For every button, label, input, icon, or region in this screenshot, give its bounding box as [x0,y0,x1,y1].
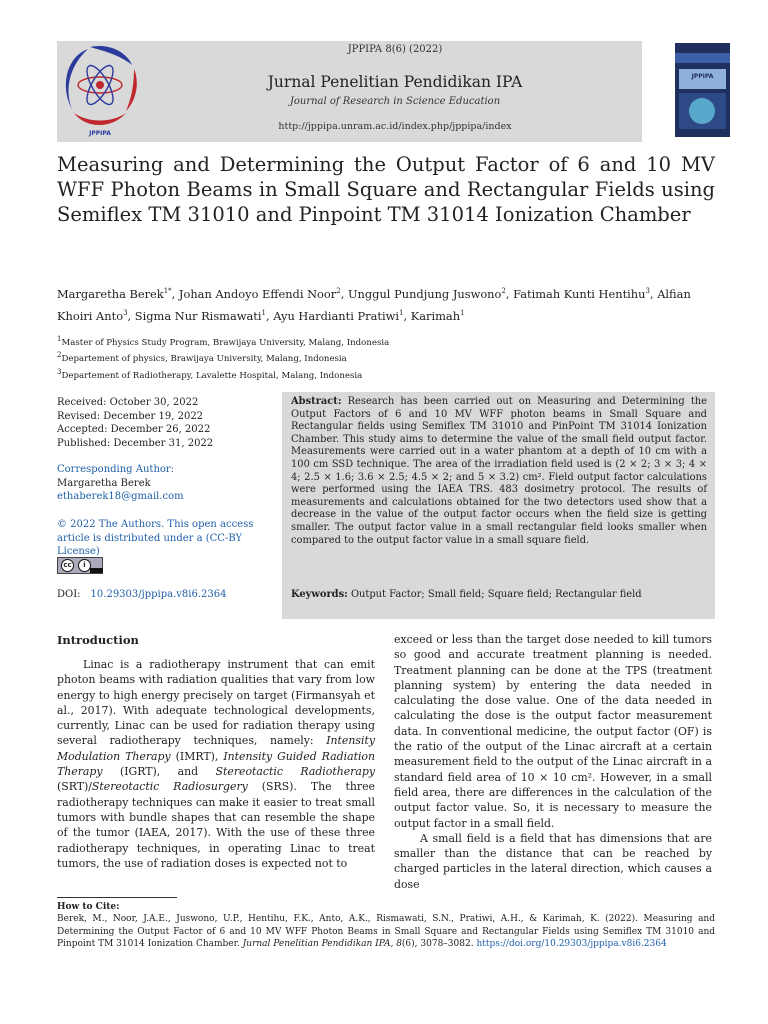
journal-cover-image [675,43,730,137]
doi-label: DOI: [57,589,81,600]
corresponding-author [57,463,267,504]
abstract-text: Research has been carried out on Measuring and Determining the Output Factors of 6 and 10 MV WFF photon beams in Small Square and Rectangular fields using Semiflex TM 31010 and PinPoint TM 31014 Ionization Chamber. This study aims to determine the value of the small field output factor. Measurements were carried out in a water phantom at a depth of 10 cm with a 100 cm SSD technique. The area of the irradiation field used is (2 × 2; 3 × 3; 4 × 4; 2.5 × 1.6; 3.6 × 2.5; 4.5 × 2; and 5 × 3.2) cm². Field output factor calculations were performed using the IAEA TRS. 483 dosimetry protocol. The results of measurements and calculations obtained for the two detectors used show that a decrease in the value of the output factor occurs when the field size is getting smaller. The output factor value in a small rectangular field looks smaller when compared to the output factor value in a small square field. [291,396,707,546]
journal-name: Jurnal Penelitian Pendidikan IPA [267,73,523,91]
section-heading-introduction: Introduction [57,633,139,647]
cc-icon: cc [61,559,74,572]
date-received: Received: October 30, 2022 [57,397,199,408]
license-link[interactable]: © 2022 The Authors. This open access article is distributed under a (CC-BY License) [57,519,254,557]
how-to-cite: Berek, M., Noor, J.A.E., Juswono, U.P., Hentihu, F.K., Anto, A.K., Rismawati, S.N., Pratiwi, A.H., & Karimah, K. (2022). Measuring and Determining the Output Factor of 6 and 10 MV WFF Photon Beams in Small Square and Rectangular Fields using Semiflex TM 31010 and Pinpoint TM 31014 Ionization Chamber. Jurnal Penelitian Pendidikan IPA, 8(6), 3078–3082. https://doi.org/10.29303/jppipa.v8i6.2364 [57,914,715,949]
abstract [291,396,707,547]
article-dates [57,396,267,450]
author: Karimah$^1$ [410,308,465,323]
journal-volume: JPPIPA 8(6) (2022) [347,44,443,55]
corresponding-name: Margaretha Berek [57,477,151,489]
affiliation: $^1$Master of Physics Study Program, Brawijaya University, Malang, Indonesia [57,335,390,348]
abstract-label: Abstract: [291,396,342,407]
cover-title: JPPIPA [691,73,714,80]
date-accepted: Accepted: December 26, 2022 [57,424,211,435]
date-published: Published: December 31, 2022 [57,437,214,449]
journal-url-link[interactable]: http://jppipa.unram.ac.id/index.php/jppipa/index [278,121,512,132]
keywords-label: Keywords: [291,589,348,600]
body-column-left [57,657,375,871]
affiliation: $^2$Departement of physics, Brawijaya University, Malang, Indonesia [57,351,347,365]
author: Unggul Pundjung Juswono$^2$ [347,286,506,301]
author: Margaretha Berek$^{1*}$ [57,286,172,301]
author: Sigma Nur Rismawati$^1$ [134,308,266,323]
doi-link[interactable]: 10.29303/jppipa.v8i6.2364 [90,589,227,600]
corresponding-label: Corresponding Author: [57,464,175,475]
journal-name-english: Journal of Research in Science Education [289,96,501,107]
affiliation-list [57,333,657,382]
date-revised: Revised: December 19, 2022 [57,410,204,422]
article-title: Measuring and Determining the Output Factor of 6 and 10 MV WFF Photon Beams in Small Square and Rectangular Fields using Semiflex TM 31010 and Pinpoint TM 31014 Ionization Chamber [57,153,715,226]
body-column-right [394,632,712,892]
author-list: Margaretha Berek$^{1*}$, Johan Andoyo Effendi Noor$^2$, Unggul Pundjung Juswono$^2$, Fatimah Kunti Hentihu$^3$, Alfian Khoiri Anto$^3$, Sigma Nur Rismawati$^1$, Ayu Hardianti Pratiwi$^1$, Karimah$^1$ [57,286,691,323]
author: Fatimah Kunti Hentihu$^3$ [513,286,650,301]
author: Alfian Khoiri Anto$^3$ [57,286,691,323]
author: Johan Andoyo Effendi Noor$^2$ [178,286,341,301]
paragraph: Linac is a radiotherapy instrument that can emit photon beams with radiation qualities that vary from low energy to high energy precisely on target (Firmansyah et al., 2017). With adequate technological developments, currently, Linac can be used for radiation therapy using several radiotherapy techniques, namely: Intensity Modulation Therapy (IMRT), Intensity Guided Radiation Therapy (IGRT), and Stereotactic Radiotherapy (SRT)/Stereotactic Radiosurgery (SRS). The three radiotherapy techniques can make it easier to treat small tumors with bundle shapes that can resemble the shape of the tumor (IAEA, 2017). With the use of these three radiotherapy techniques, in operating Linac to treat tumors, the use of radiation doses is expected not to [57,658,376,870]
attribution-icon: i [78,559,91,572]
paragraph: exceed or less than the target dose needed to kill tumors so good and accurate treatment planning is needed. Treatment planning can be done at the TPS (treatment planning system) by entering the data needed in calculating the dose value. One of the data needed in calculating the dose is the output factor measurement data. In conventional medicine, the output factor (OF) is the ratio of the output of the Linac aircraft at a certain measurement field to the output of the Linac aircraft in a standard field area of 10 × 10 cm². However, in a small field area, there are differences in the calculation of the output factor value. So, it is necessary to measure the output factor in a small field. [394,633,712,830]
affiliation: $^3$Departement of Radiotherapy, Lavalette Hospital, Malang, Indonesia [57,367,363,381]
svg-text:JPPIPA: JPPIPA [89,130,111,137]
paragraph: A small field is a field that has dimensions that are smaller than the distance that can be reached by charged particles in the lateral direction, which causes a dose [394,831,712,891]
doi [57,588,267,602]
citation-doi-link[interactable]: https://doi.org/10.29303/jppipa.v8i6.2364 [476,939,667,949]
how-to-cite-heading: How to Cite: [57,902,120,912]
cc-by-badge[interactable] [57,557,103,574]
corresponding-email-link[interactable]: ethaberek18@gmail.com [57,491,184,502]
footnote-divider [57,897,177,898]
author: Ayu Hardianti Pratiwi$^1$ [273,308,404,323]
journal-logo [60,43,138,139]
keywords [291,589,707,600]
keywords-text: Output Factor; Small field; Square field; Rectangular field [350,589,642,600]
